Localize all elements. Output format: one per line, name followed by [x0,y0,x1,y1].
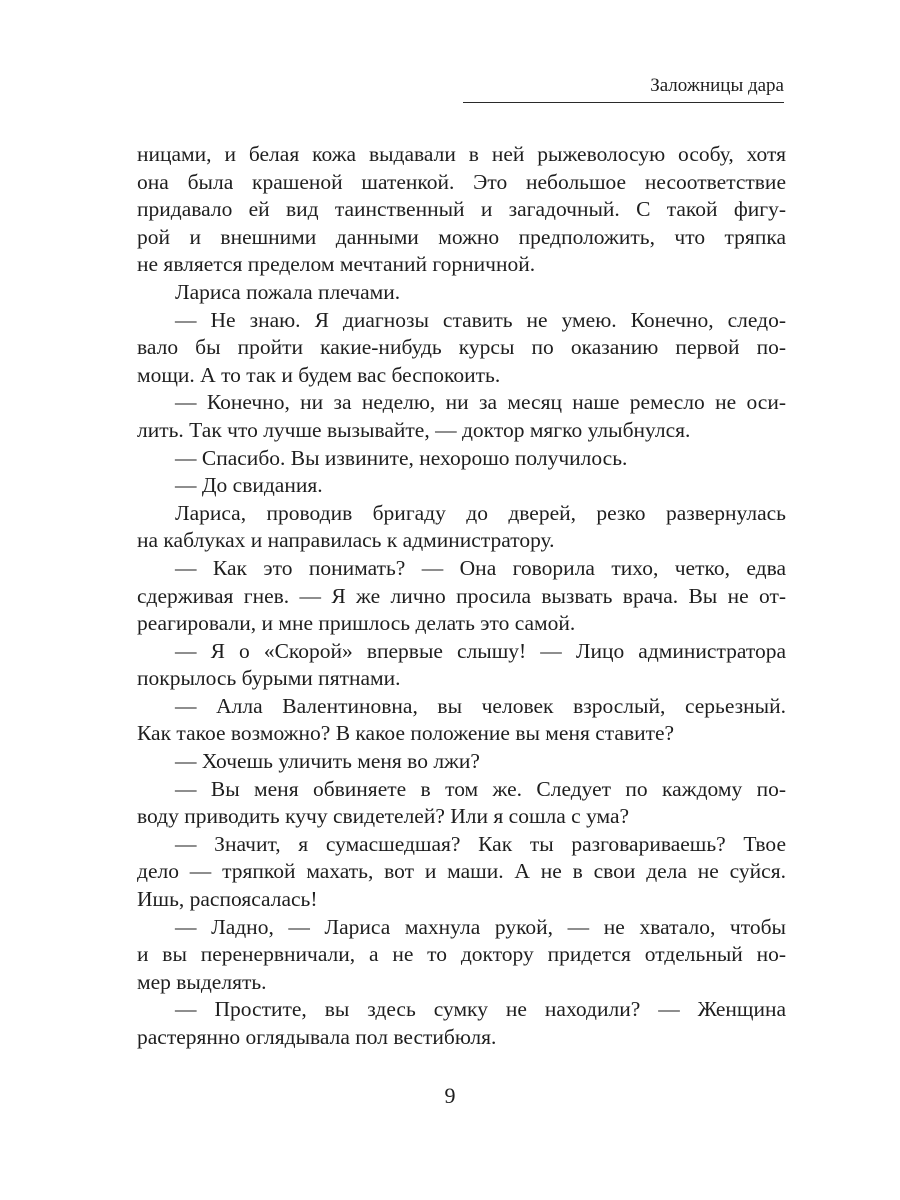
text-line: вало бы пройти какие-нибудь курсы по оказанию первой по- [137,335,786,360]
text-line: — Ладно, — Лариса махнула рукой, — не хватало, чтобы [175,914,786,939]
text-line: покрылось бурыми пятнами. [137,666,401,691]
text-line: не является пределом мечтаний горничной. [137,252,536,277]
text-line: растерянно оглядывала пол вестибюля. [137,1025,497,1049]
text-line: Ишь, распоясалась! [137,887,318,912]
text-line: — Значит, я сумасшедшая? Как ты разговариваешь? Твое [175,831,786,856]
text-line: Лариса пожала плечами. [175,279,401,304]
text-line: сдерживая гнев. — Я же лично просила вызвать врача. Вы не от- [137,583,786,608]
text-line: дело — тряпкой махать, вот и маши. А не в свои дела не суйся. [137,859,786,884]
text-line: — Я о «Скорой» впервые слышу! — Лицо администратора [175,638,786,663]
text-line: воду приводить кучу свидетелей? Или я сошла с ума? [137,804,630,829]
text-line: на каблуках и направилась к администратору. [137,528,555,553]
text-line: — Вы меня обвиняете в том же. Следует по каждому по- [175,776,786,801]
text-line: мер выделять. [137,969,267,994]
text-line: рой и внешними данными можно предположить, что тряпка [137,224,786,249]
page-number: 9 [444,1083,456,1108]
text-line: мощи. А то так и будем вас беспокоить. [137,362,501,387]
text-line: Лариса, проводив бригаду до дверей, резко развернулась [175,500,786,525]
text-line: реагировали, и мне пришлось делать это самой. [137,611,576,636]
text-line: — Не знаю. Я диагнозы ставить не умею. Конечно, следо- [175,307,786,332]
text-line: — Спасибо. Вы извините, нехорошо получилось. [175,445,628,470]
text-line: — До свидания. [175,473,323,498]
text-line: лить. Так что лучше вызывайте, — доктор мягко улыбнулся. [137,417,691,442]
text-line: — Алла Валентиновна, вы человек взрослый, серьезный. [175,693,786,718]
text-line: и вы перенервничали, а не то доктору придется отдельный но- [137,942,786,967]
running-title: Заложницы дара [650,75,784,96]
text-line: — Простите, вы здесь сумку не находили? — Женщина [175,997,786,1022]
running-header [463,76,784,103]
text-line: ницами, и белая кожа выдавали в ней рыжеволосую особу, хотя [137,142,786,166]
text-line: — Хочешь уличить меня во лжи? [175,749,480,774]
body-text [137,141,786,1052]
text-line: — Как это понимать? — Она говорила тихо, четко, едва [175,555,786,580]
text-line: придавало ей вид таинственный и загадочный. С такой фигу- [137,197,786,222]
text-line: Как такое возможно? В какое положение вы меня ставите? [137,721,675,746]
text-line: — Конечно, ни за неделю, ни за месяц наше ремесло не оси- [175,390,786,415]
text-line: она была крашеной шатенкой. Это небольшое несоответствие [137,169,786,194]
